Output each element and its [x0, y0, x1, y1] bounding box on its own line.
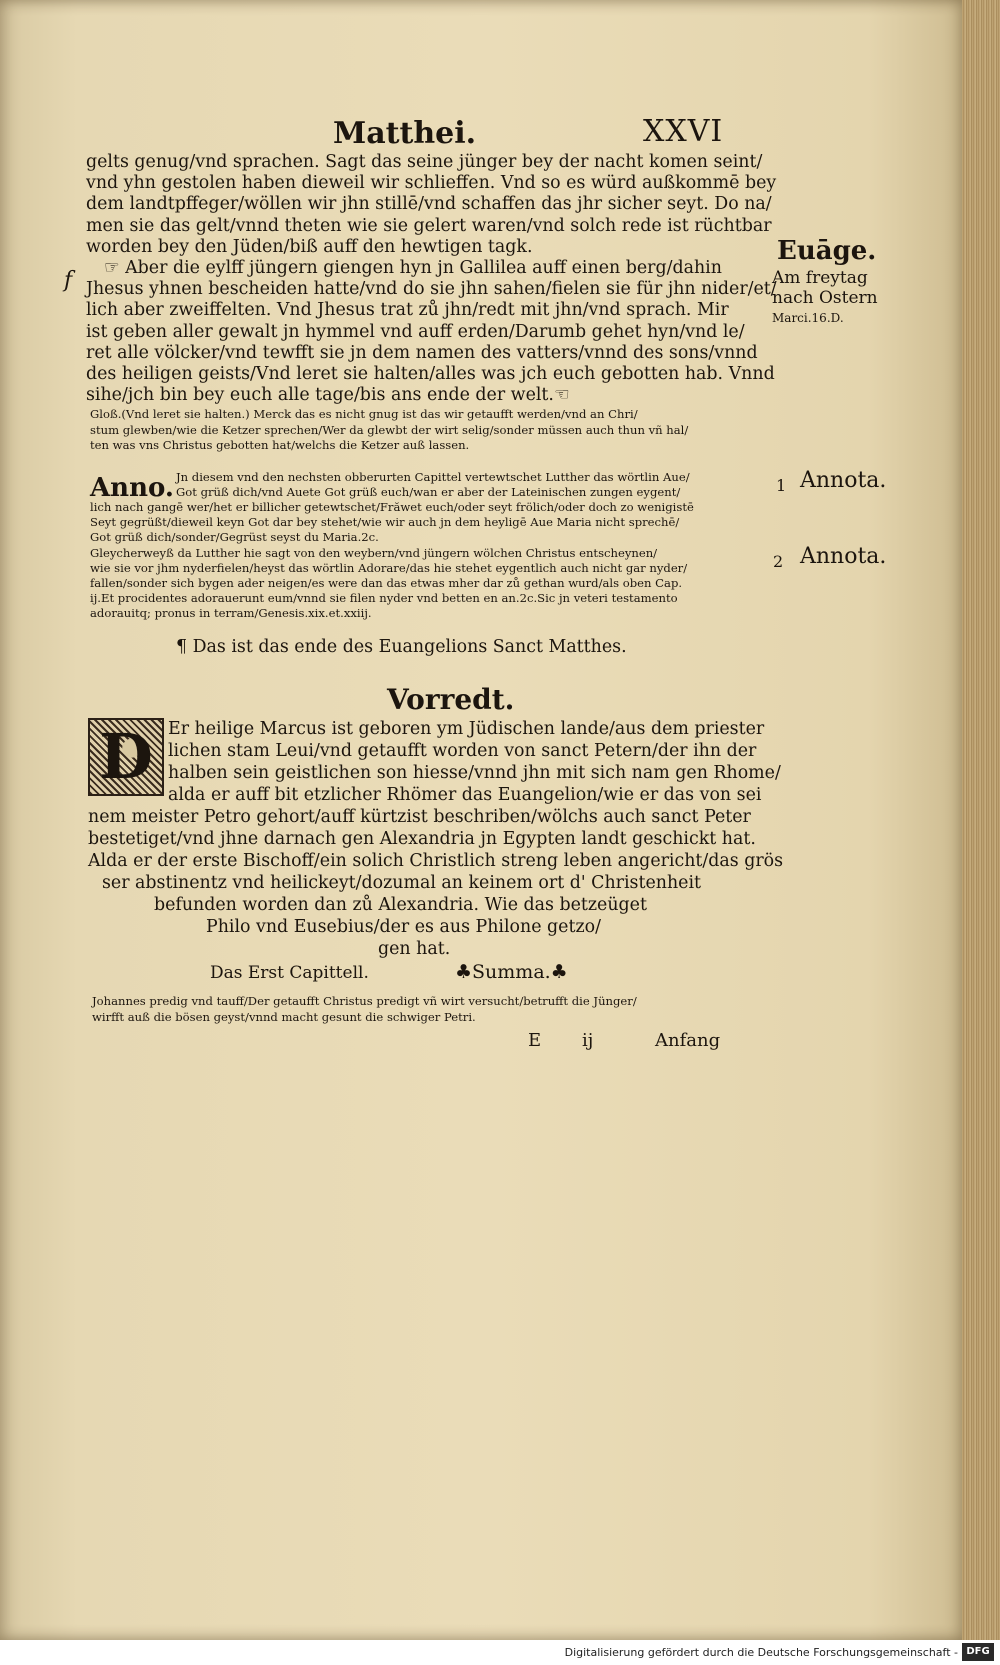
anno-line: ij.Et procidentes adorauerunt eum/vnnd sie filen nyder vnd betten en an.2c.Sic jn veteri testamento — [90, 591, 678, 606]
vorredt-line: Er heilige Marcus ist geboren ym Jüdischen lande/aus dem priester — [168, 719, 765, 739]
footer-credit: Digitalisierung gefördert durch die Deutsche Forschungsgemeinschaft - — [564, 1646, 958, 1659]
margin-note-line: nach Ostern — [772, 288, 878, 308]
vorredt-line: Alda er der erste Bischoff/ein solich Christlich streng leben angericht/das grös — [88, 851, 784, 871]
anno-line: Jn diesem vnd den nechsten obberurten Capittel vertewtschet Lutther das wörtlin Aue/ — [176, 470, 690, 484]
vorredt-text — [88, 718, 783, 960]
catchword: Anfang — [655, 1030, 721, 1051]
annota-number-1: 1 — [776, 476, 787, 495]
anno-line: wie sie vor jhm nyderfielen/heyst das wörtlin Adorare/das hie stehet eygentlich auch nicht gar nyder/ — [90, 560, 688, 575]
anno-line: fallen/sonder sich bygen ader neigen/es were dan das etwas mher dar zů gethan wurd/als oben Cap. — [90, 576, 683, 591]
anno-line: adorauitq; pronus in terram/Genesis.xix.et.xxiij. — [90, 606, 372, 621]
text-line: des heiligen geists/Vnd leret sie halten/alles was jch euch gebotten hab. Vnnd — [86, 363, 775, 384]
text-line: Jhesus yhnen bescheiden hatte/vnd do sie jhn sahen/fielen sie für jhn nider/et/ — [86, 279, 777, 300]
summary-line: Johannes predig vnd tauff/Der getaufft Christus predigt vñ wirt versucht/betrufft die Jünger/ — [92, 994, 637, 1008]
main-text-block — [86, 152, 777, 406]
text-line: sihe/jch bin bey euch alle tage/bis ans ende der welt.☜ — [86, 385, 570, 406]
summa-heading: ♣Summa.♣ — [455, 961, 568, 983]
text-line: ret alle völcker/vnd tewfft sie jn dem namen des vatters/vnnd des sons/vnnd — [86, 342, 758, 363]
gloss-line: Gloß.(Vnd leret sie halten.) Merck das es nicht gnug ist das wir getaufft werden/vnd an Chri/ — [90, 407, 638, 421]
annota-number-2: 2 — [773, 552, 784, 571]
annota-label-2: Annota. — [800, 544, 887, 569]
anno-first-lines — [176, 470, 690, 500]
chapter-summary — [92, 994, 637, 1025]
vorredt-line: bestetiget/vnd jhne darnach gen Alexandria jn Egypten landt geschickt hat. — [88, 829, 756, 849]
folio-number: XXVI — [643, 114, 724, 149]
vorredt-line: befunden worden dan zů Alexandria. Wie das betzeüget — [154, 895, 647, 915]
vorredt-line: halben sein geistlichen son hiesse/vnnd jhn mit sich nam gen Rhome/ — [168, 763, 781, 783]
anno-heading: Anno. — [90, 473, 174, 503]
margin-note-line: Marci.16.D. — [772, 311, 844, 325]
decorated-initial: D — [88, 718, 164, 796]
anno-line: lich nach gangē wer/het er billicher getewtschet/Frăwet euch/oder seyt frölich/oder doch zo wenigistē — [90, 500, 694, 514]
margin-note — [772, 268, 878, 328]
text-line: gelts genug/vnd sprachen. Sagt das seine jünger bey der nacht komen seint/ — [86, 152, 763, 172]
annota-label-1: Annota. — [800, 468, 887, 493]
text-line: lich aber zweiffelten. Vnd Jhesus trat zů jhn/redt mit jhn/vnd sprach. Mir — [86, 300, 729, 321]
running-head-left: Matthei. — [333, 116, 477, 151]
anno-line: Seyt gegrüßt/dieweil keyn Got dar bey stehet/wie wir auch jn dem heyligē Aue Maria nicht sprechē/ — [90, 515, 680, 530]
gospel-end-line: ¶ Das ist das ende des Euangelions Sanct Matthes. — [176, 637, 627, 657]
margin-letter-f: f — [64, 268, 73, 293]
vorredt-line: ser abstinentz vnd heilickeyt/dozumal an keinem ort d' Christenheit — [102, 873, 701, 893]
anno-line: Gleycherweyß da Lutther hie sagt von den weybern/vnd jüngern wölchen Christus entscheynen/ — [90, 545, 658, 560]
gloss-line: ten was vns Christus gebotten hat/welchs die Ketzer auß lassen. — [90, 438, 470, 452]
vorredt-line: alda er auff bit etzlicher Rhömer das Euangelion/wie er das von sei — [168, 785, 762, 805]
margin-note-line: Am freytag — [772, 268, 868, 288]
text-line: ist geben aller gewalt jn hymmel vnd auff erden/Darumb gehet hyn/vnd le/ — [86, 321, 745, 342]
signature-letter: E — [528, 1030, 542, 1051]
vorredt-line: Philo vnd Eusebius/der es aus Philone getzo/ — [206, 917, 601, 937]
gloss-block — [90, 407, 760, 454]
anno-line: Got grüß dich/vnd Auete Got grüß euch/wan er aber der Lateinischen zungen eygent/ — [176, 485, 681, 500]
vorredt-line: gen hat. — [378, 939, 451, 959]
chapter-heading: Das Erst Capittell. — [210, 963, 369, 983]
margin-evange: Euāge. — [777, 236, 877, 266]
anno-line: Got grüß dich/sonder/Gegrüst seyst du Maria.2c. — [90, 530, 379, 545]
vorredt-line: lichen stam Leui/vnd getaufft worden von sanct Petern/der ihn der — [168, 741, 757, 761]
text-line: vnd yhn gestolen haben dieweil wir schlieffen. Vnd so es würd außkommē bey — [86, 173, 777, 194]
text-line: men sie das gelt/vnnd theten wie sie gelert waren/vnd solch rede ist rüchtbar — [86, 215, 772, 236]
summary-line: wirfft auß die bösen geyst/vnnd macht gesunt die schwiger Petri. — [92, 1009, 476, 1024]
text-line: dem landtpffeger/wöllen wir jhn stillē/vnd schaffen das jhr sicher seyt. Do na/ — [86, 194, 772, 215]
vorredt-line: nem meister Petro gehort/auff kürtzist beschriben/wölchs auch sanct Peter — [88, 807, 751, 827]
gloss-line: stum glewben/wie die Ketzer sprechen/Wer da glewbt der wirt selig/sonder müssen auch thun vñ hal/ — [90, 422, 689, 437]
signature-number: ij — [582, 1030, 594, 1051]
dfg-logo: DFG — [962, 1643, 994, 1661]
anno-body — [90, 500, 694, 622]
text-line: ☞ Aber die eylff jüngern giengen hyn jn Gallilea auff einen berg/dahin — [104, 257, 722, 278]
text-line: worden bey den Jüden/biß auff den hewtigen tagk. — [86, 236, 533, 257]
vorredt-title: Vorredt. — [387, 683, 515, 716]
page-edge — [962, 0, 1000, 1640]
